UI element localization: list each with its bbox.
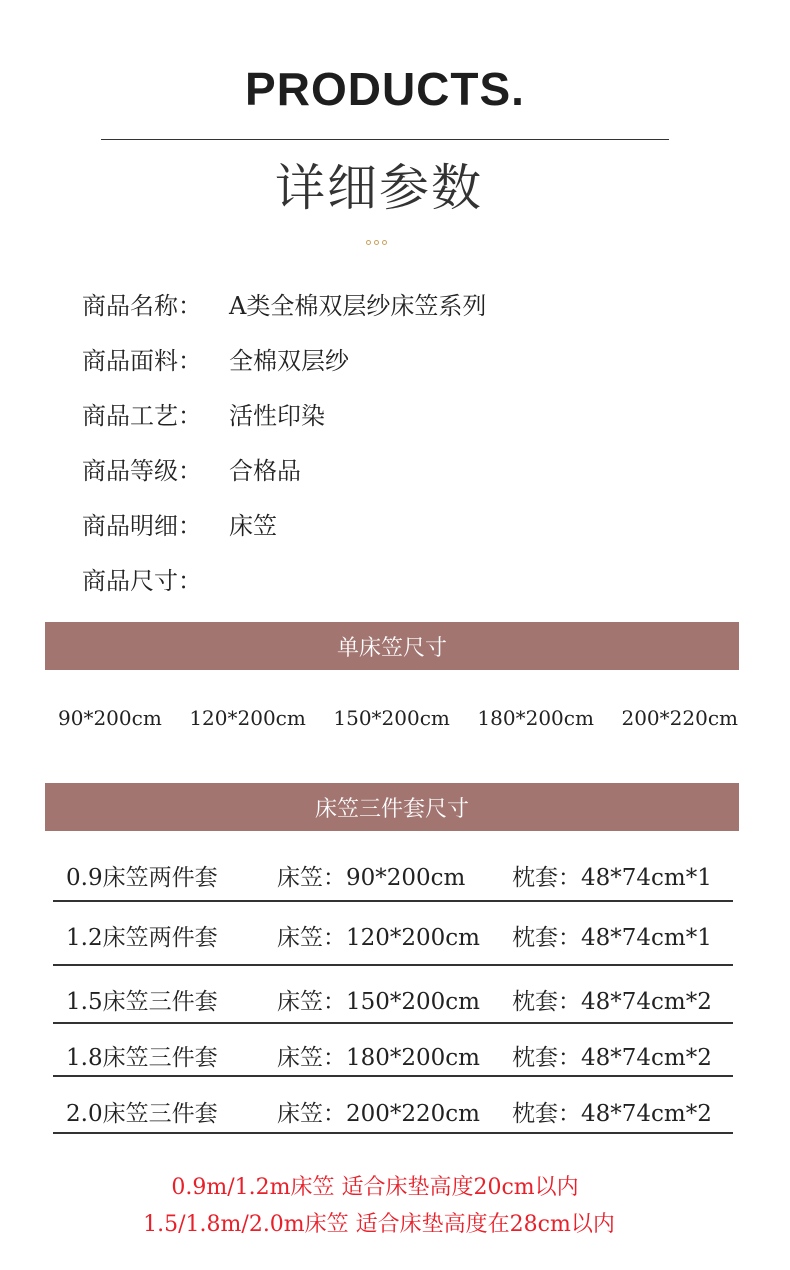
set-name: 2.0床笠三件套 (66, 1101, 218, 1127)
spec-value: 合格品 (229, 457, 301, 485)
mattress-height-note: 0.9m/1.2m床笠 适合床垫高度20cm以内 (171, 1175, 579, 1200)
set-name: 0.9床笠两件套 (66, 865, 218, 891)
table-row (53, 1077, 733, 1134)
set-size-banner: 床笠三件套尺寸 (45, 783, 739, 831)
table-row (53, 902, 733, 966)
dot-icon (374, 240, 379, 245)
size-item: 150*200cm (333, 706, 450, 730)
set-sheet-size: 床笠：180*200cm (277, 1045, 480, 1071)
spec-value: 活性印染 (229, 402, 325, 430)
single-size-list (58, 706, 738, 730)
spec-label: 商品面料： (82, 347, 202, 375)
set-pillow-size: 枕套：48*74cm*2 (512, 989, 712, 1015)
table-row (53, 847, 733, 902)
spec-label: 商品明细： (82, 512, 202, 540)
spec-row-size (82, 551, 486, 606)
spec-row-fabric (82, 331, 486, 386)
set-sheet-size: 床笠：90*200cm (277, 865, 466, 891)
dot-icon (366, 240, 371, 245)
page-title-chinese: 详细参数 (275, 159, 483, 217)
spec-value: 全棉双层纱 (229, 347, 349, 375)
set-name: 1.2床笠两件套 (66, 925, 218, 951)
spec-row-craft (82, 386, 486, 441)
size-item: 180*200cm (477, 706, 594, 730)
set-pillow-size: 枕套：48*74cm*1 (512, 925, 712, 951)
mattress-height-note: 1.5/1.8m/2.0m床笠 适合床垫高度在28cm以内 (143, 1212, 615, 1237)
size-item: 120*200cm (189, 706, 306, 730)
set-pillow-size: 枕套：48*74cm*1 (512, 865, 712, 891)
set-size-table (53, 847, 733, 1134)
spec-row-detail (82, 496, 486, 551)
header-divider (101, 139, 669, 140)
set-name: 1.5床笠三件套 (66, 989, 218, 1015)
spec-label: 商品工艺： (82, 402, 202, 430)
spec-label: 商品等级： (82, 457, 202, 485)
decorative-dots (366, 240, 387, 245)
spec-value: A类全棉双层纱床笠系列 (229, 292, 487, 320)
size-item: 90*200cm (58, 706, 162, 730)
size-item: 200*220cm (621, 706, 738, 730)
set-pillow-size: 枕套：48*74cm*2 (512, 1045, 712, 1071)
set-pillow-size: 枕套：48*74cm*2 (512, 1101, 712, 1127)
spec-list (82, 276, 486, 606)
set-sheet-size: 床笠：120*200cm (277, 925, 480, 951)
spec-row-grade (82, 441, 486, 496)
set-sheet-size: 床笠：200*220cm (277, 1101, 480, 1127)
set-sheet-size: 床笠：150*200cm (277, 989, 480, 1015)
spec-label: 商品名称： (82, 292, 202, 320)
spec-row-name (82, 276, 486, 331)
single-size-banner: 单床笠尺寸 (45, 622, 739, 670)
set-name: 1.8床笠三件套 (66, 1045, 218, 1071)
table-row (53, 1024, 733, 1077)
dot-icon (382, 240, 387, 245)
spec-value: 床笠 (229, 512, 277, 540)
page-title-english: PRODUCTS. (245, 63, 525, 115)
table-row (53, 966, 733, 1024)
spec-label: 商品尺寸： (82, 567, 202, 595)
